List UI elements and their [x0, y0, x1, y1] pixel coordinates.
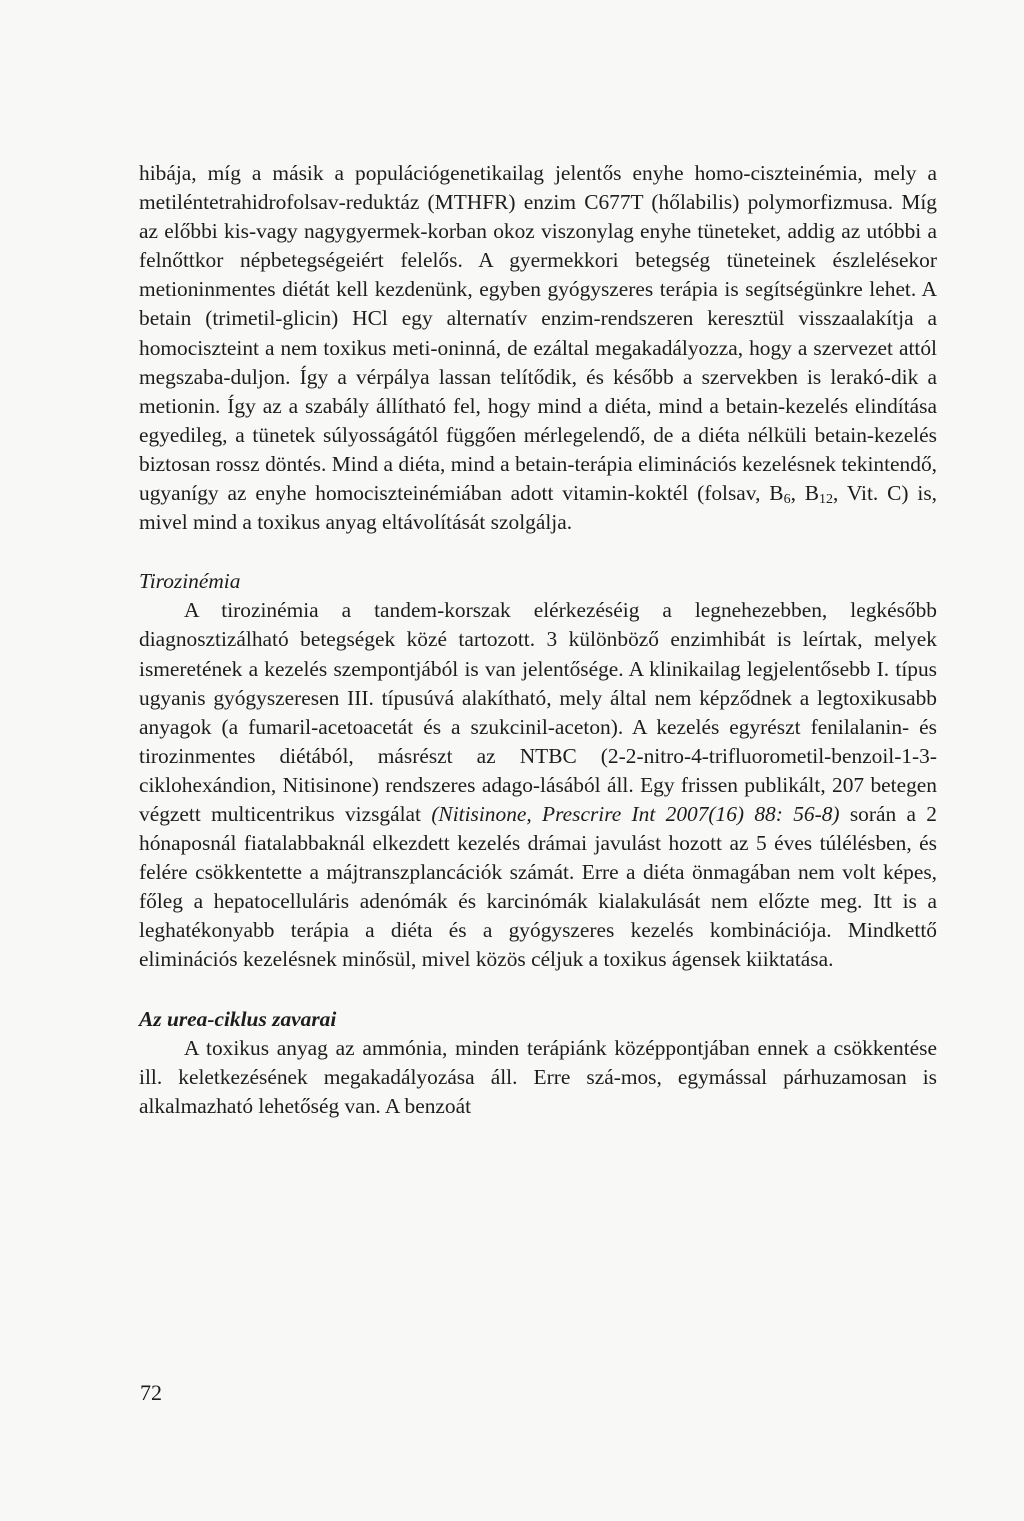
paragraph-text: , B — [790, 481, 820, 506]
paragraph-text: során a 2 hónaposnál fiatalabbaknál elkezdett kezelés drámai javulást hozott az 5 éves túlélésben, és felére csökkentette a májtranszplancációk számát. Erre a diéta önmagában nem volt képes, főleg a hepatocelluláris adenómák és karcinómák kialakulását nem előzte meg. Itt is a leghatékonyabb terápia a diéta és a gyógyszeres kezelés kombinációja. Mindkettő eliminációs kezelésnek minősül, mivel közös céljuk a toxikus ágensek kiiktatása. — [139, 801, 937, 972]
paragraph-urea-cycle: A toxikus anyag az ammónia, minden terápiánk középpontjában ennek a csökkentése ill. keletkezésének megakadályozása áll. Erre szá-mos, egymással párhuzamosan is alkalmazható lehetőség van. A benzoát — [139, 1035, 937, 1118]
subscript-b12: 12 — [819, 492, 834, 508]
paragraph-text: A tirozinémia a tandem-korszak elérkezéséig a legnehezebben, legkésőbb diagnosztizálható betegségek közé tartozott. 3 különböző enzimhibát is leírtak, melyek ismeretének a kezelés szempontjából is van jelentősége. A klinikailag legjelentősebb I. típus ugyanis gyógyszeresen III. típusúvá alakítható, mely által nem képződnek a legtoxikusabb anyagok (a fumaril-acetoacetát és a szukcinil-aceton). A kezelés egyrészt fenilalanin- és tirozinmentes diétából, másrészt az NTBC (2-2-nitro-4-trifluorometil-benzoil-1-3- ciklohexándion, Nitisinone) rendszeres adago-lásából áll. Egy frissen publikált, 207 betegen végzett multicentrikus vizsgálat — [139, 598, 937, 826]
section-heading-tirozinemia: Tirozinémia — [139, 569, 241, 594]
spacer — [139, 975, 937, 1005]
subscript-b6: 6 — [783, 492, 791, 508]
paragraph-text: , Vit. C) is, mivel mind a toxikus anyag eltávolítását szolgálja. — [139, 481, 937, 535]
citation: (Nitisinone, Prescrire Int 2007(16) 88: 56-8) — [431, 801, 840, 826]
paragraph-tirozinemia — [139, 596, 937, 974]
section-heading-urea-cycle: Az urea-ciklus zavarai — [139, 1006, 337, 1031]
paragraph-text: hibája, míg a másik a populációgenetikailag jelentős enyhe homo-ciszteinémia, mely a metiléntetrahidrofolsav-reduktáz (MTHFR) enzim C677T (hőlabilis) polymorfizmusa. Míg az előbbi kis-vagy nagygyermek-korban okoz viszonylag enyhe tüneteket, addig az utóbbi a felnőttkor népbetegségeiért felelős. A gyermekkori betegség tüneteinek észlelésekor metioninmentes diétát kell kezdenünk, egyben gyógyszeres terápia is segítségünkre lehet. A betain (trimetil-glicin) HCl egy alternatív enzim-rendszeren keresztül visszaalakítja a homociszteint a nem toxikus meti-oninná, de ezáltal megakadályozza, hogy a szervezet attól megszaba-duljon. Így a vérpálya lassan telítődik, és később a szervekben is lerakó-dik a metionin. Így az a szabály állítható fel, hogy mind a diéta, mind a betain-kezelés elindítása egyedileg, a tünetek súlyosságától függően mérlegelendő, de a diéta nélküli betain-kezelés biztosan rossz döntés. Mind a diéta, mind a betain-terápia eliminációs kezelésnek tekintendő, ugyanígy az enyhe homociszteinémiában adott vitamin-koktél (folsav, B — [139, 161, 937, 506]
page-body — [139, 159, 937, 1121]
page-number: 72 — [140, 1380, 162, 1405]
paragraph-homocysteinemia — [139, 159, 937, 537]
spacer — [139, 537, 937, 567]
